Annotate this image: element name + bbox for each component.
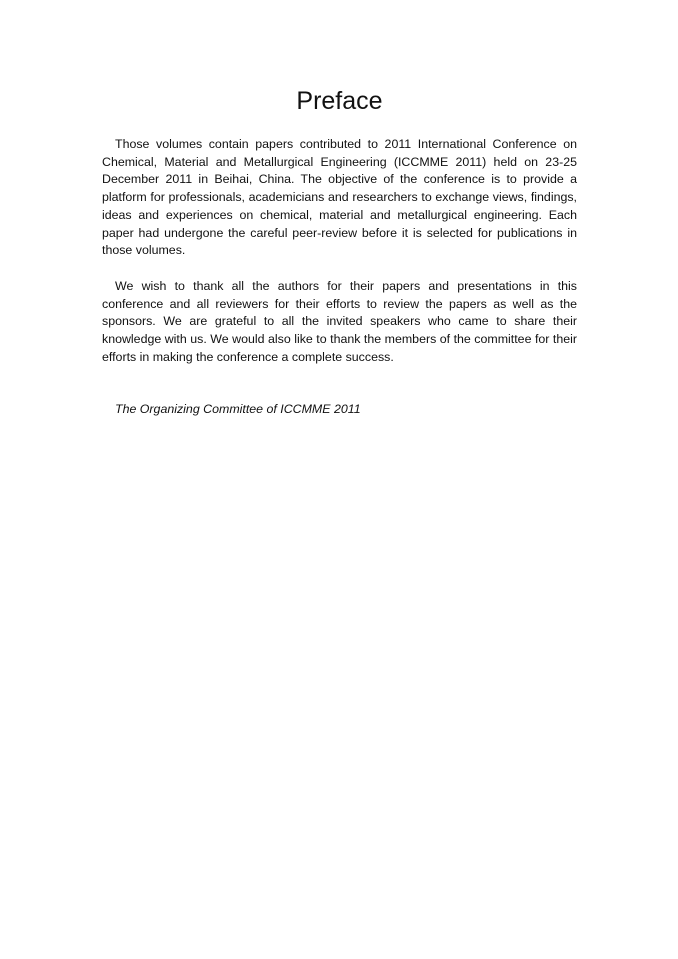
paragraph-acknowledgements: We wish to thank all the authors for their papers and presentations in this conference and all reviewers for their efforts to review the papers as well as the sponsors. We are grateful to all the invited speakers who came to share their knowledge with us. We would also like to thank the members of the committee for their efforts in making the conference a complete success. [102,279,577,364]
signature: The Organizing Committee of ICCMME 2011 [115,402,361,416]
paragraph-introduction: Those volumes contain papers contributed to 2011 International Conference on Chemical, Material and Metallurgical Engineering (ICCMME 2011) held on 23-25 December 2011 in Beihai, China. The objective of the conference is to provide a platform for professionals, academicians and researchers to exchange views, findings, ideas and experiences on chemical, material and metallurgical engineering. Each paper had undergone the careful peer-review before it is selected for publications in those volumes. [102,137,577,258]
page-title: Preface [296,87,383,115]
